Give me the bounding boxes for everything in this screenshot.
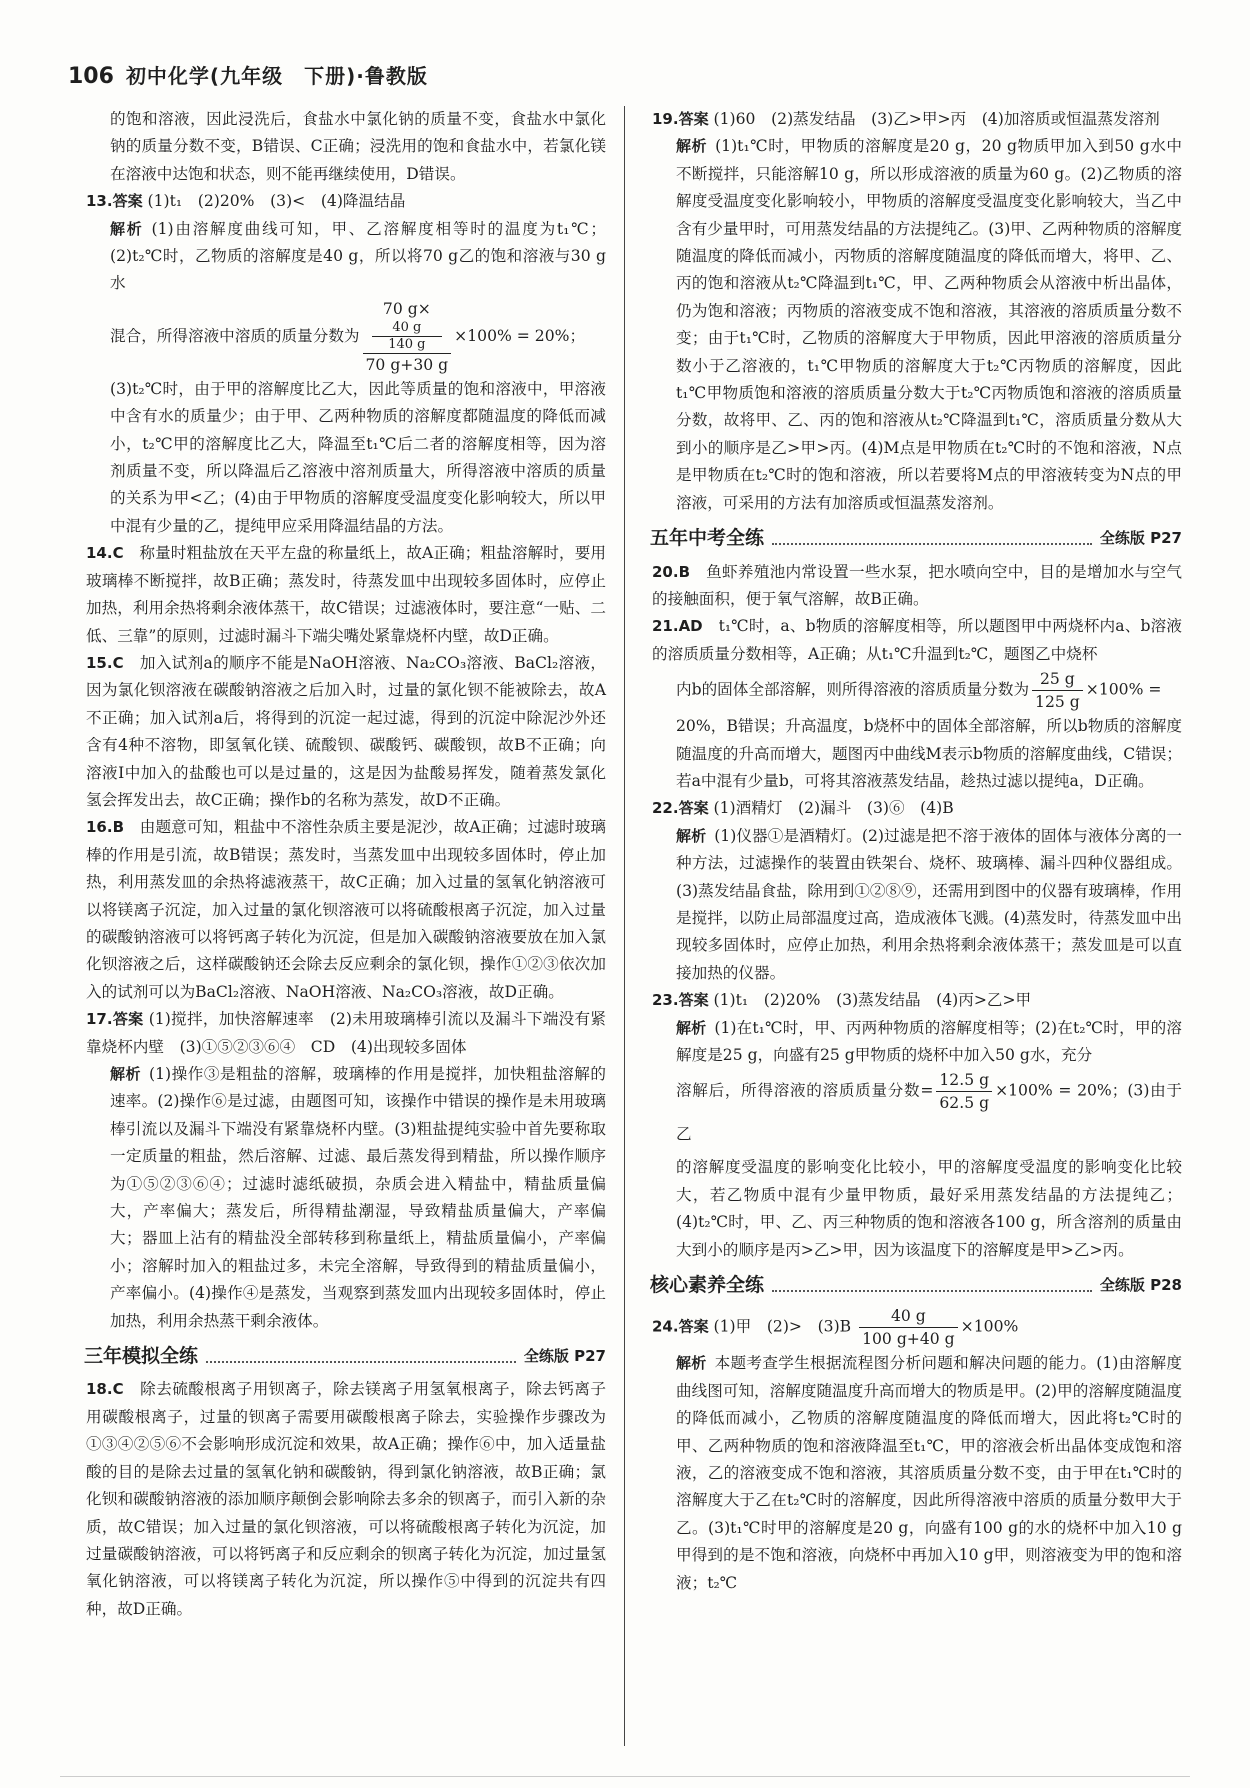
answer-21-formula (652, 668, 1182, 713)
answer-label: 16.B (86, 818, 125, 837)
answer-text: (1)酒精灯 (2)漏斗 (3)⑥ (4)B (713, 799, 954, 818)
analysis-24 (652, 1350, 1182, 1597)
answer-21 (652, 613, 1182, 668)
analysis-label: 解析 (676, 826, 707, 845)
formula-tail: ×100% = 20%； (454, 326, 586, 345)
answer-16 (86, 814, 606, 1006)
answer-label: 19.答案 (652, 110, 709, 128)
fraction (363, 298, 452, 376)
section-dots (772, 533, 1092, 545)
fraction-denominator: 125 g (1035, 693, 1080, 712)
fraction (1032, 668, 1083, 713)
fraction (936, 1069, 992, 1114)
fraction (859, 1305, 958, 1350)
answer-label: 20.B (652, 562, 691, 581)
analysis-23-b: 的溶解度受温度的影响变化比较小，甲的溶解度受温度的影响变化比较大，若乙物质中混有少量甲物质，最好采用蒸发结晶的方法提纯乙；(4)t₂℃时，甲、乙、丙三种物质的饱和溶液各100 g，所含溶剂的质量由大到小的顺序是丙>乙>甲，因为该温度下的溶解度是甲>乙>丙。 (676, 1158, 1182, 1259)
answer-22 (652, 795, 1182, 822)
analysis-text: 本题考查学生根据流程图分析问题和解决问题的能力。(1)由溶解度曲线图可知，溶解度随温度升高而增大的物质是甲。(2)甲的溶解度随温度的降低而减小，乙物质的溶解度随温度的降低而增大，因此将t₂℃时的甲、乙两种物质的饱和溶液降温至t₁℃，甲的溶液会析出晶体变成饱和溶液，乙的溶液变成不饱和溶液，其溶质质量分数不变，由于甲在t₁℃时的溶解度大于乙在t₂℃时的溶解度，因此所得溶液中溶质的质量分数甲大于乙。(3)t₁℃时甲的溶解度是20 g，向盛有100 g的水的烧杯中加入10 g甲得到的是不饱和溶液，向烧杯中再加入10 g甲，则溶液变为甲的饱和溶液；t₂℃ (676, 1354, 1182, 1592)
fraction-denominator: 62.5 g (939, 1094, 990, 1113)
answer-20 (652, 559, 1182, 614)
answer-label: 14.C (86, 544, 124, 563)
analysis-13-b: (3)t₂℃时，由于甲的溶解度比乙大，因此等质量的饱和溶液中，甲溶液中含有水的质量少；由于甲、乙两种物质的溶解度都随温度的降低而减小，t₂℃甲的溶解度比乙大，降温至t₁℃后二者的溶解度相等，因为溶剂质量不变，所以降温后乙溶液中溶剂质量大，所得溶液中溶质的质量的关系为甲<乙；(4)由于甲物质的溶解度受温度变化影响较大，所以甲中混有少量的乙，提纯甲应采用降温结晶的方法。 (110, 379, 606, 535)
fraction-numerator: 70 g× 40 g 140 g (363, 298, 452, 354)
analysis-19 (652, 133, 1182, 517)
analysis-text: (1)在t₁℃时，甲、丙两种物质的溶解度相等；(2)在t₂℃时，甲的溶解度是25 g，向盛有25 g甲物质的烧杯中加入50 g水，充分 (676, 1018, 1182, 1064)
analysis-label: 解析 (110, 1065, 142, 1083)
section-ref: 全练版 P28 (1099, 1276, 1182, 1295)
answer-text: 鱼虾养殖池内常设置一些水泵，把水喷向空中，目的是增加水与空气的接触面积，便于氧气溶解，故B正确。 (652, 562, 1182, 608)
section-title: 五年中考全练 (650, 527, 765, 550)
column-divider (624, 106, 625, 1746)
answer-label: 17.答案 (86, 1010, 144, 1029)
answer-label: 21.AD (652, 617, 703, 636)
answer-19 (652, 106, 1182, 133)
answer-text: (1)60 (2)蒸发结晶 (3)乙>甲>丙 (4)加溶质或恒温蒸发溶剂 (713, 110, 1160, 128)
answer-21-b: 20%，B错误；升高温度，b烧杯中的固体全部溶解，所以b物质的溶解度随温度的升高而增大，题图丙中曲线M表示b物质的溶解度曲线，C错误；若a中混有少量b，可将其溶液蒸发结晶，趁热过滤以提纯a，D正确。 (676, 717, 1182, 790)
left-column (86, 106, 606, 1623)
answer-15 (86, 650, 606, 814)
inner-numerator: 40 g (372, 320, 443, 337)
analysis-13-formula (86, 298, 606, 376)
formula-lead: 内b的固体全部溶解，则所得溶液的溶质质量分数为 (676, 680, 1030, 699)
answer-13 (86, 188, 606, 215)
answer-14 (86, 540, 606, 650)
formula-tail: ×100% = (1085, 680, 1162, 699)
analysis-label: 解析 (676, 137, 708, 156)
analysis-13-a (86, 216, 606, 298)
answer-24 (652, 1305, 1182, 1350)
answer-text: (1)t₁ (2)20% (3)< (4)降温结晶 (147, 192, 406, 211)
answer-label: 13.答案 (86, 192, 143, 211)
answer-label: 15.C (86, 653, 124, 672)
analysis-23-a (652, 1015, 1182, 1070)
analysis-text: (1)t₁℃时，甲物质的溶解度是20 g，20 g物质甲加入到50 g水中不断搅拌，只能溶解10 g，所以形成溶液的质量为60 g。(2)乙物质的溶解度受温度变化影响较小，甲物质的溶解度受温度变化影响较大，当乙中含有少量甲时，可用蒸发结晶的方法提纯乙。(3)甲、乙两种物质的溶解度随温度的降低而减小，丙物质的溶解度随温度的降低而增大，将甲、乙、丙的饱和溶液从t₂℃降温到t₁℃，甲、乙两种物质会从溶液中析出晶体，仍为饱和溶液；丙物质的溶液变成不饱和溶液，其溶液的溶质质量分数不变；由于t₁℃时，乙物质的溶解度大于甲物质，因此甲溶液的溶质质量分数小于乙溶液的，t₁℃甲物质的溶解度大于t₂℃丙物质的溶解度，因此t₁℃甲物质饱和溶液的溶质质量分数大于t₂℃丙物质饱和溶液的溶质质量分数，故将甲、乙、丙的饱和溶液从t₂℃降温到t₁℃，溶质质量分数从大到小的顺序是乙>甲>丙。(4)M点是甲物质在t₂℃时的不饱和溶液，N点是甲物质在t₂℃时的饱和溶液，所以若要将M点的甲溶液转变为N点的甲溶液，可采用的方法有加溶质或恒温蒸发溶剂。 (676, 137, 1182, 512)
fraction-numerator: 25 g (1032, 668, 1083, 691)
right-column (652, 106, 1182, 1597)
fraction-denominator: 100 g+40 g (862, 1330, 955, 1349)
analysis-label: 解析 (676, 1354, 707, 1373)
page-bottom-edge (60, 1776, 1190, 1777)
answer-text: (1)搅拌，加快溶解速率 (2)未用玻璃棒引流以及漏斗下端没有紧靠烧杯内壁 (3)①⑤②③⑥④ CD (4)出现较多固体 (86, 1010, 606, 1056)
analysis-text: (1)由溶解度曲线可知，甲、乙溶解度相等时的温度为t₁℃；(2)t₂℃时，乙物质的溶解度是40 g，所以将70 g乙的饱和溶液与30 g水 (110, 219, 606, 293)
answer-label: 24.答案 (652, 1317, 709, 1336)
answer-label: 23.答案 (652, 991, 709, 1010)
formula-tail: ×100% (960, 1317, 1019, 1336)
answer-label: 18.C (86, 1380, 124, 1399)
fraction-numerator: 40 g (859, 1305, 958, 1328)
section-ref: 全练版 P27 (1099, 529, 1182, 548)
formula-tail: ×100% = 20%；(3)由于乙 (676, 1081, 1182, 1144)
inner-denominator: 140 g (388, 336, 426, 352)
analysis-17 (86, 1061, 606, 1335)
analysis-text: (1)操作③是粗盐的溶解，玻璃棒的作用是搅拌，加快粗盐溶解的速率。(2)操作⑥是过滤，由题图可知，该操作中错误的操作是未用玻璃棒引流以及漏斗下端没有紧靠烧杯内壁。(3)粗盐提纯实验中首先要称取一定质量的粗盐，然后溶解、过滤、最后蒸发得到精盐，所以操作顺序为①⑤②③⑥④；过滤时滤纸破损，杂质会进入精盐中，精盐质量偏大，产率偏大；蒸发后，所得精盐潮湿，导致精盐质量偏大，产率偏大；器皿上沾有的精盐没全部转移到称量纸上，精盐质量偏小，产率偏小；溶解时加入的粗盐过多，未完全溶解，导致得到的精盐质量偏小，产率偏小。(4)操作④是蒸发，当观察到蒸发皿内出现较多固体时，停止加热，利用余热蒸干剩余液体。 (110, 1065, 606, 1330)
analysis-label: 解析 (676, 1018, 707, 1037)
section-ref: 全练版 P27 (523, 1347, 606, 1366)
answer-text: 称量时粗盐放在天平左盘的称量纸上，故A正确；粗盐溶解时，要用玻璃棒不断搅拌，故B正确；蒸发时，待蒸发皿中出现较多固体时，应停止加热，利用余热将剩余液体蒸干，故C错误；过滤液体时，要注意“一贴、二低、三靠”的原则，过滤时漏斗下端尖嘴处紧靠烧杯内壁，故D正确。 (86, 544, 606, 645)
section-dots (206, 1351, 516, 1363)
answer-text: t₁℃时，a、b物质的溶解度相等，所以题图甲中两烧杯内a、b溶液的溶质质量分数相等，A正确；从t₁℃升温到t₂℃，题图乙中烧杯 (652, 617, 1182, 663)
section-title: 三年模拟全练 (84, 1345, 199, 1368)
analysis-text: (1)仪器①是酒精灯。(2)过滤是把不溶于液体的固体与液体分离的一种方法，过滤操作的装置由铁架台、烧杯、玻璃棒、漏斗四种仪器组成。(3)蒸发结晶食盐，除用到①②⑧⑨，还需用到图中的仪器有玻璃棒，作用是搅拌，以防止局部温度过高，造成液体飞溅。(4)蒸发时，待蒸发皿中出现较多固体时，应停止加热，利用余热将剩余液体蒸干；蒸发皿是可以直接加热的仪器。 (676, 826, 1182, 982)
section-dots (772, 1280, 1092, 1292)
section-hexin (650, 1272, 1182, 1299)
answer-label: 22.答案 (652, 799, 709, 818)
formula-lead: 溶解后，所得溶液的溶质质量分数= (676, 1081, 934, 1100)
formula-lead: 混合，所得溶液中溶质的质量分数为 (110, 326, 360, 345)
analysis-22 (652, 823, 1182, 987)
analysis-label: 解析 (110, 219, 144, 238)
fraction-numerator: 12.5 g (936, 1069, 992, 1092)
book-title: 初中化学(九年级 下册)·鲁教版 (125, 64, 428, 89)
analysis-23-formula (652, 1069, 1182, 1154)
answer-text: 加入试剂a的顺序不能是NaOH溶液、Na₂CO₃溶液、BaCl₂溶液，因为氯化钡溶液在碳酸钠溶液之后加入时，过量的氯化钡不能被除去，故A不正确；加入试剂a后，将得到的沉淀一起过滤，得到的沉淀中除泥沙外还含有4种不溶物，即氢氧化镁、硫酸钡、碳酸钙、碳酸钡，故B不正确；向溶液Ⅰ中加入的盐酸也可以是过量的，这是因为盐酸易挥发，随着蒸发氯化氢会挥发出去，故C正确；操作b的名称为蒸发，故D不正确。 (86, 653, 606, 809)
answer-text: (1)t₁ (2)20% (3)蒸发结晶 (4)丙>乙>甲 (713, 991, 1032, 1010)
answer-text: 除去硫酸根离子用钡离子，除去镁离子用氢氧根离子，除去钙离子用碳酸根离子，过量的钡离子需要用碳酸根离子除去，实验操作步骤改为①③④②⑤⑥不会影响形成沉淀和效果，故A正确；操作⑥中，加入适量盐酸的目的是除去过量的氢氧化钠和碳酸钠，得到氯化钠溶液，故B正确；氯化钡和碳酸钠溶液的添加顺序颠倒会影响除去多余的钡离子，而引入新的杂质，故C错误；加入过量的氯化钡溶液，可以将硫酸根离子转化为沉淀，加过量碳酸钠溶液，可以将钙离子和反应剩余的钡离子转化为沉淀，加过量氢氧化钠溶液，可以将镁离子转化为沉淀，所以操作⑤中得到的沉淀共有四种，故D正确。 (86, 1380, 606, 1618)
page-header (68, 60, 428, 94)
answer-text: 由题意可知，粗盐中不溶性杂质主要是泥沙，故A正确；过滤时玻璃棒的作用是引流，故B错误；蒸发时，当蒸发皿中出现较多固体时，停止加热，利用蒸发皿的余热将滤液蒸干，故C正确；加入过量的氢氧化钠溶液可以将镁离子沉淀，加入过量的氯化钡溶液可以将硫酸根离子沉淀，加入过量的碳酸钠溶液可以将钙离子转化为沉淀，但是加入碳酸钠溶液要放在加入氯化钡溶液之后，这样碳酸钠还会除去反应剩余的氯化钡，操作①②③依次加入的试剂可以为BaCl₂溶液、NaOH溶液、Na₂CO₃溶液，故D正确。 (86, 818, 606, 1001)
answer-18 (86, 1376, 606, 1623)
fraction-denominator: 70 g+30 g (365, 355, 449, 374)
section-title: 核心素养全练 (650, 1274, 765, 1297)
section-wunian (650, 525, 1182, 552)
answer-text: (1)甲 (2)> (3)B (713, 1317, 852, 1336)
section-sannian (84, 1343, 606, 1370)
answer-17 (86, 1006, 606, 1061)
paragraph-continued: 的饱和溶液，因此浸洗后，食盐水中氯化钠的质量不变，食盐水中氯化钠的质量分数不变，B错误、C正确；浸洗用的饱和食盐水中，若氯化镁在溶液中达饱和状态，则不能再继续使用，D错误。 (110, 110, 606, 183)
page-number: 106 (68, 64, 114, 90)
answer-23 (652, 987, 1182, 1014)
